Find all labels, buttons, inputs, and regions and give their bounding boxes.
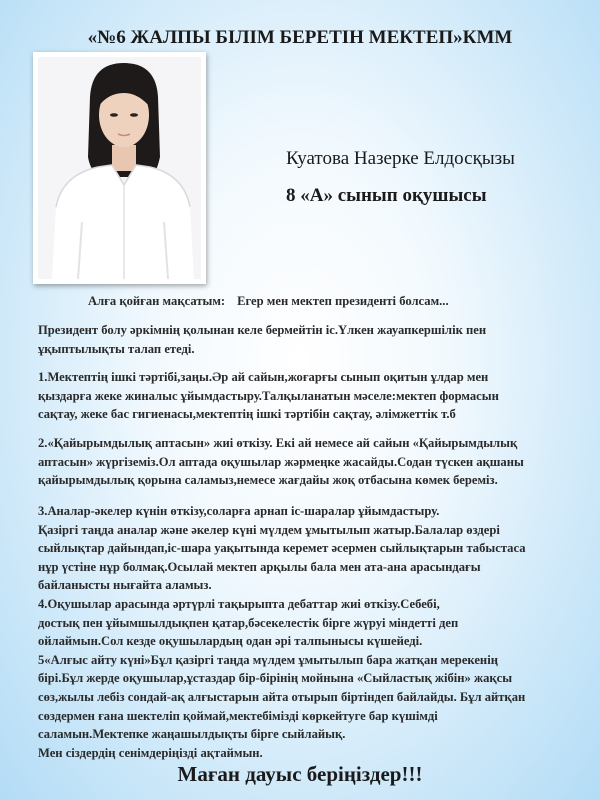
closing-slogan: Маған дауыс беріңіздер!!! (177, 762, 423, 786)
student-portrait-image (38, 57, 201, 279)
paragraph-line: 5«Алғыс айту күні»Бұл қазіргі таңда мүлдем ұмытылып бара жатқан мерекенің (38, 652, 498, 667)
paragraph-line: қыздарға жеке жиналыс ұйымдастыру.Талқыланатын мәселе:мектеп формасын (38, 388, 499, 403)
goal-text: Егер мен мектеп президенті болсам... (237, 294, 449, 308)
paragraph-line: 1.Мектептің ішкі тәртібі,заңы.Әр ай сайын,жоғарғы сынып оқитын ұлдар мен (38, 370, 489, 384)
intro-paragraph (38, 321, 573, 358)
paragraph-line: 4.Оқушылар арасында әртүрлі тақырыпта дебаттар жиі өткізу.Себебі, (38, 596, 440, 611)
paragraph-line: қайырымдылық қорына саламыз,немесе жағдайы жоқ отбасына көмек береміз. (38, 473, 498, 487)
paragraph-line: достық пен ұйымшылдықпен қатар,бәсекелестік бірге жүруі міндетті деп (38, 615, 459, 630)
paragraph-line: 2.«Қайырымдылық аптасын» жиі өткізу. Екі ай немесе ай сайын «Қайырымдылық (38, 436, 518, 450)
point-2-paragraph (38, 434, 578, 490)
paragraph-line: сақтау, жеке бас гигиенасы,мектептің ішкі тәртібін сақтау, әлімжеттік т.б (38, 407, 456, 421)
paragraph-line: Қазіргі таңда аналар және әкелер күні мүлдем ұмытылып жатыр.Балалар өздері (38, 522, 500, 537)
paragraph-line: 3.Аналар-әкелер күнін өткізу,соларға арнап іс-шаралар ұйымдастыру. (38, 504, 440, 518)
paragraph-line: бірі.Бұл жерде оқушылар,ұстаздар бір-бірінің мойнына «Сыйластық жібін» жақсы (38, 671, 513, 686)
points-3-5-paragraph (38, 502, 583, 762)
paragraph-line: сөз,жылы лебіз сондай-ақ алғыстарын айта отырып біртіндеп байлайды. Бұл айтқан (38, 689, 526, 704)
goal-line (88, 292, 449, 311)
student-photo (33, 52, 206, 284)
student-name: Куатова Назерке Елдосқызы (286, 148, 515, 169)
page-title: «№6 ЖАЛПЫ БІЛІМ БЕРЕТІН МЕКТЕП»КММ (87, 27, 513, 48)
paragraph-line: сөздермен ғана шектеліп қоймай,мектебімізді көркейтуге бар күшімді (38, 708, 438, 723)
point-1-paragraph (38, 368, 578, 424)
paragraph-line: ойлаймын.Сол кезде оқушылардың одан әрі талпынысы күшейеді. (38, 634, 423, 649)
paragraph-line: нұр үстіне нұр болмақ.Осылай мектеп арқылы бала мен ата-ана арасындағы (38, 559, 481, 574)
paragraph-line: аптасын» жүргіземіз.Ол аптада оқушылар жәрмеңке жасайды.Содан түскен ақшаны (38, 454, 524, 469)
student-class: 8 «А» сынып оқушысы (286, 185, 487, 206)
paragraph-line: Мен сіздердің сенімдеріңізді ақтаймын. (38, 745, 263, 760)
paragraph-line: саламын.Мектепке жаңашылдықты бірге сыйлайық. (38, 727, 346, 742)
paragraph-line: байланысты нығайта аламыз. (38, 578, 212, 593)
intro-line: Президент болу әркімнің қолынан келе бермейтін іс.Үлкен жауапкершілік пен (38, 323, 487, 337)
intro-line: ұқыптылықты талап етеді. (38, 341, 195, 356)
goal-label: Алға қойған мақсатым: (88, 294, 226, 308)
paragraph-line: сыйлықтар дайындап,іс-шара уақытында керемет әсермен сыйлықтарын табыстаса (38, 541, 526, 556)
